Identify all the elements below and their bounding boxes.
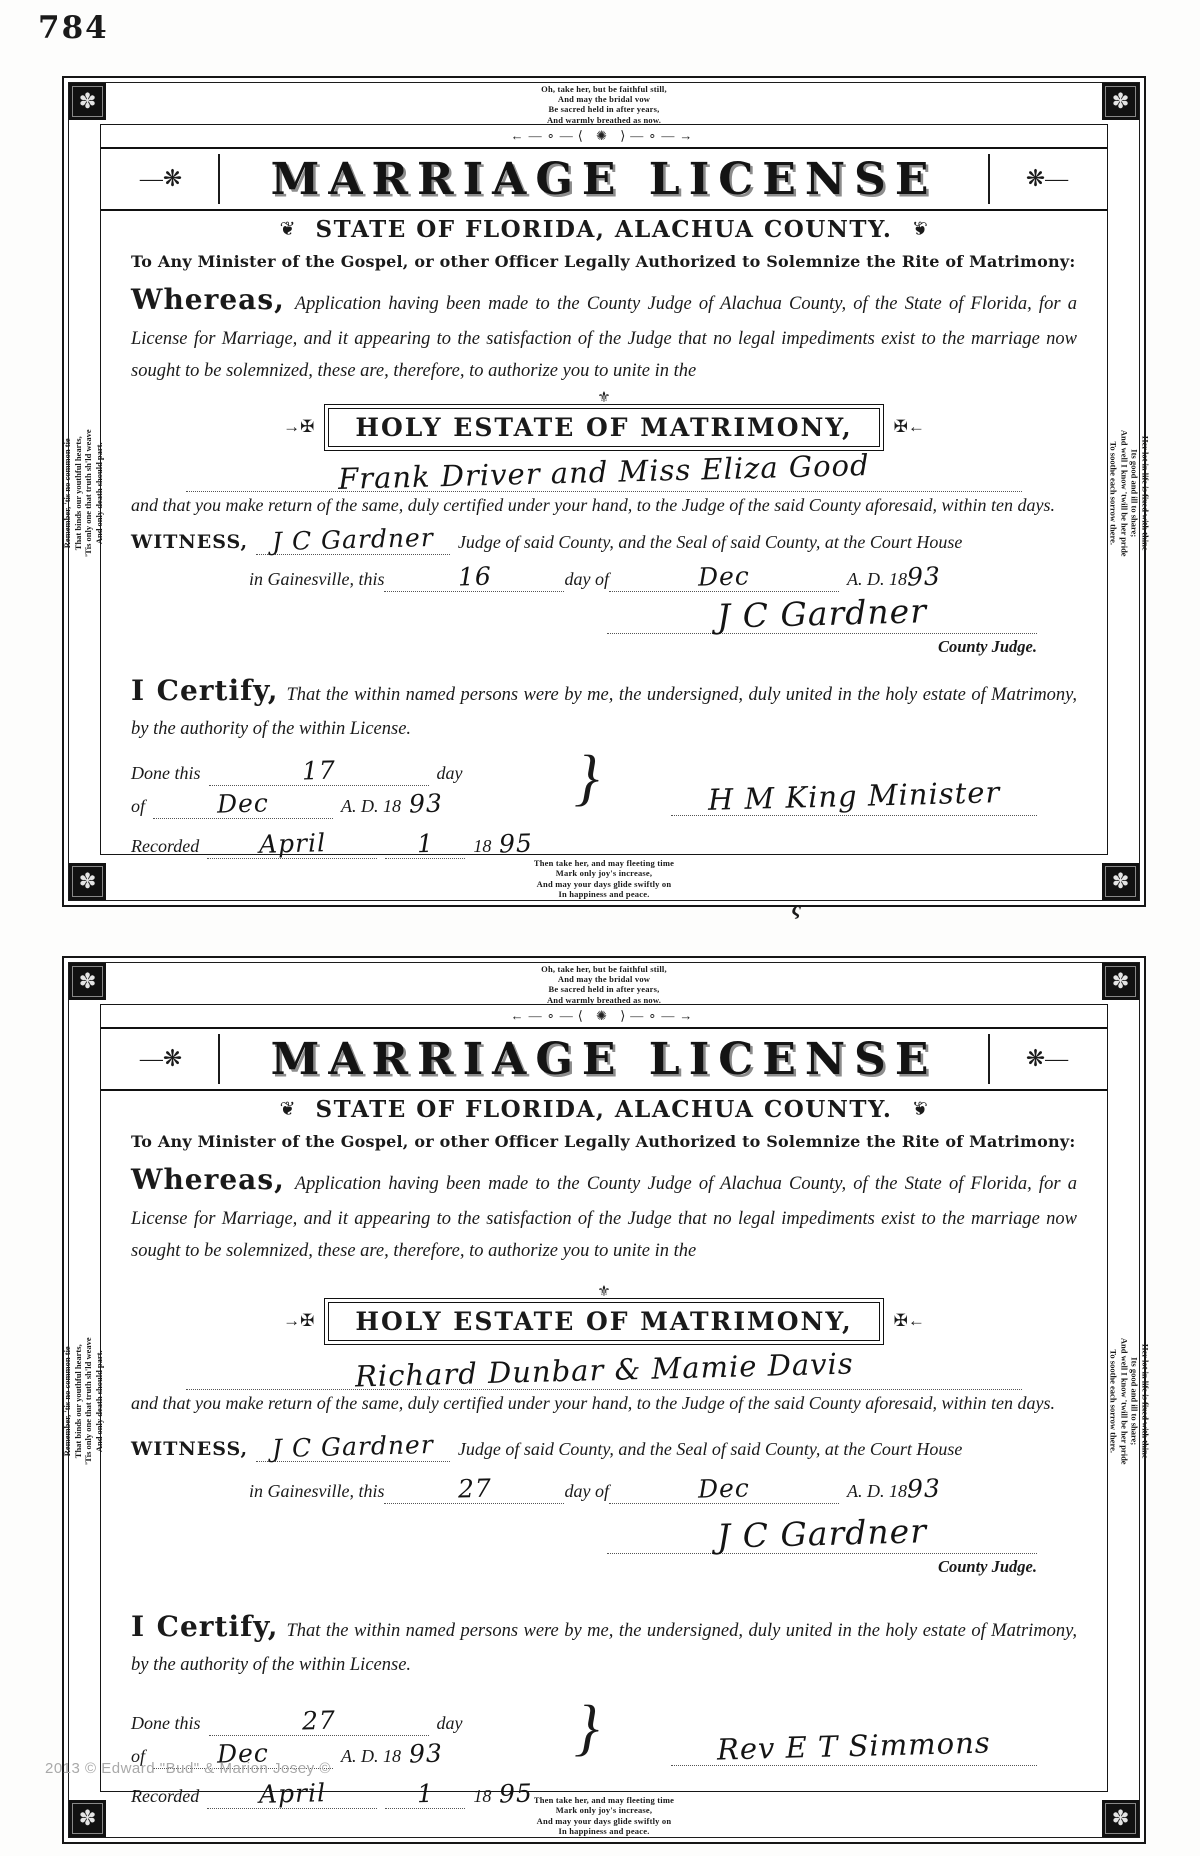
divider xyxy=(988,154,990,204)
witness-clause: Judge of said County, and the Seal of said County, at the Court House xyxy=(457,531,963,552)
brace-glyph: } xyxy=(574,743,599,812)
document-subtitle: STATE OF FLORIDA, ALACHUA COUNTY. xyxy=(315,1096,893,1123)
subtitle-row xyxy=(101,1096,1107,1123)
recorded-label: Recorded xyxy=(131,835,200,856)
verse-line: Mark only joy's increase, xyxy=(555,1805,653,1816)
witness-row xyxy=(131,522,1077,556)
county-judge-label: County Judge. xyxy=(937,1556,1037,1576)
verse-line: And may the bridal vow xyxy=(557,94,651,105)
certify-clause xyxy=(131,1603,1077,1681)
verse-line: And warmly breathed as now. xyxy=(546,114,662,125)
page-number: 784 xyxy=(38,10,109,46)
banner-right-arrow-icon: ✠← xyxy=(893,1311,925,1331)
title-right-ornament-icon: ❋― xyxy=(1025,1046,1069,1071)
officiant-block xyxy=(601,753,1077,816)
judge-signature-line xyxy=(607,591,1037,636)
county-judge-label: County Judge. xyxy=(937,636,1037,656)
divider xyxy=(218,1034,220,1084)
whereas-clause xyxy=(131,1156,1077,1268)
verse-line: In happiness and peace. xyxy=(558,1825,650,1836)
holy-estate-banner xyxy=(101,389,1107,447)
verse-line: And warmly breathed as now. xyxy=(546,994,662,1005)
witness-signature-line xyxy=(256,522,450,556)
brace-glyph: } xyxy=(574,1693,599,1762)
top-verse xyxy=(64,964,1144,1005)
day-of-label: day of xyxy=(564,1480,609,1501)
certify-clause xyxy=(131,667,1077,745)
corner-ornament-icon: ✽ xyxy=(1102,1800,1139,1837)
document-title: MARRIAGE LICENSE xyxy=(270,153,938,205)
bottom-verse xyxy=(64,858,1144,899)
certify-label: I Certify, xyxy=(131,673,279,707)
subtitle-row xyxy=(101,216,1107,243)
corner-ornament-icon: ✽ xyxy=(69,963,106,1000)
judge-signature-block xyxy=(131,1511,1077,1577)
ad-18-label: A. D. 18 xyxy=(341,1745,402,1766)
date-row xyxy=(131,1474,1077,1504)
recorded-year-handwritten: 95 xyxy=(498,1778,534,1809)
certificate xyxy=(61,956,1151,1844)
left-margin-verse xyxy=(62,343,105,643)
verse-line: Oh, take her, but be faithful still, xyxy=(541,84,667,94)
right-margin-verse xyxy=(1108,1251,1151,1551)
corner-ornament-icon: ✽ xyxy=(69,863,106,900)
recorded-month-handwritten: April xyxy=(258,1778,327,1809)
subtitle-right-flourish-icon: ❦ xyxy=(912,1099,929,1120)
right-margin-verse xyxy=(1108,343,1151,643)
blank-line xyxy=(207,829,377,859)
verse-line: That binds our youthful hearts, xyxy=(72,1344,83,1459)
certify-label: I Certify, xyxy=(131,1609,279,1643)
verse-line: Its good and ill to share; xyxy=(1129,1357,1140,1446)
officiant-signature-handwritten: Rev E T Simmons xyxy=(716,1725,992,1767)
whereas-word: Whereas, xyxy=(131,283,285,316)
corner-ornament-icon: ✽ xyxy=(69,1800,106,1837)
certificate-body xyxy=(100,124,1108,859)
witness-label: WITNESS, xyxy=(131,1437,249,1460)
salutation: To Any Minister of the Gospel, or other Officer Legally Authorized to Solemnize the Rite of Matrimony: xyxy=(131,1132,1076,1151)
blank-line xyxy=(385,829,465,859)
license-year-handwritten: 93 xyxy=(906,561,942,592)
header-flourish-icon: ←―∘―⟨ ✺ ⟩―∘―→ xyxy=(510,1008,698,1023)
certificate xyxy=(61,76,1151,907)
banner-crown-icon: ⚜ xyxy=(597,1283,611,1300)
divider xyxy=(988,1034,990,1084)
certify-body: That the within named persons were by me, the undersigned, duly united in the holy estate of Matrimony, by the authority of the within License. xyxy=(131,1620,1077,1675)
verse-line: And may your days glide swiftly on xyxy=(536,1815,672,1826)
blank-line xyxy=(609,1474,839,1504)
left-margin-verse xyxy=(62,1251,105,1551)
watermark: 2013 © Edward "Bud" & Marion Josey © xyxy=(45,1760,331,1777)
subtitle-left-flourish-icon: ❦ xyxy=(279,219,296,240)
officiant-signature-handwritten: H M King Minister xyxy=(707,775,1001,817)
judge-signature-block xyxy=(131,591,1077,657)
date-row xyxy=(131,562,1077,592)
corner-ornament-icon: ✽ xyxy=(1102,863,1139,900)
verse-line: 'Tis only one that truth sh'ld weave xyxy=(83,428,93,557)
license-day-handwritten: 27 xyxy=(457,1473,492,1504)
done-month-handwritten: Dec xyxy=(216,1738,270,1769)
officiant-signature-line xyxy=(671,775,1037,817)
blank-line xyxy=(384,1474,564,1504)
title-left-ornament-icon: ―❋ xyxy=(139,166,183,191)
witness-signature-handwritten: J C Gardner xyxy=(271,522,435,556)
done-day-row xyxy=(131,756,567,786)
verse-line: To soothe each sorrow there. xyxy=(1108,441,1119,545)
day-of-label: day of xyxy=(564,568,609,589)
verse-line: Remember, 'tis no common tie xyxy=(61,1346,72,1457)
done-dates xyxy=(131,1693,601,1809)
witness-row xyxy=(131,1429,1077,1463)
blank-line xyxy=(609,562,839,592)
recorded-month-handwritten: April xyxy=(258,828,327,859)
couple-names-line xyxy=(186,1346,1022,1394)
done-this-label: Done this xyxy=(131,1712,201,1733)
salutation: To Any Minister of the Gospel, or other Officer Legally Authorized to Solemnize the Rite of Matrimony: xyxy=(131,252,1076,271)
banner-left-arrow-icon: →✠ xyxy=(283,1311,315,1331)
banner-left-arrow-icon: →✠ xyxy=(283,417,315,437)
blank-line xyxy=(207,1779,377,1809)
title-banner xyxy=(101,1027,1107,1091)
verse-line: To soothe each sorrow there. xyxy=(1108,1349,1119,1453)
done-this-label: Done this xyxy=(131,762,201,783)
title-left-ornament-icon: ―❋ xyxy=(139,1046,183,1071)
couple-names-handwritten: Richard Dunbar & Mamie Davis xyxy=(354,1346,854,1394)
license-month-handwritten: Dec xyxy=(697,561,751,592)
witness-signature-line xyxy=(256,1429,450,1463)
title-right-ornament-icon: ❋― xyxy=(1025,166,1069,191)
verse-line: And only death should part. xyxy=(93,1350,104,1453)
judge-signature-handwritten: J C Gardner xyxy=(716,1511,928,1556)
holy-estate-text: HOLY ESTATE OF MATRIMONY, xyxy=(328,1302,879,1341)
recorded-row xyxy=(131,829,567,859)
witness-label: WITNESS, xyxy=(131,530,249,553)
blank-line xyxy=(153,789,333,819)
document-title: MARRIAGE LICENSE xyxy=(270,1033,938,1085)
verse-line: Then take her, and may fleeting time xyxy=(533,1795,675,1806)
recorded-day-handwritten: 1 xyxy=(416,1778,435,1809)
witness-clause: Judge of said County, and the Seal of said County, at the Court House xyxy=(457,1438,963,1459)
judge-signature-line xyxy=(607,1511,1037,1556)
couple-names-handwritten: Frank Driver and Miss Eliza Good xyxy=(337,447,871,496)
recorded-day-handwritten: 1 xyxy=(416,828,435,859)
verse-line: 'Tis only one that truth sh'ld weave xyxy=(83,1337,93,1466)
license-year-handwritten: 93 xyxy=(906,1473,942,1504)
verse-line: Remember, 'tis no common tie xyxy=(61,437,72,548)
recorded-row xyxy=(131,1779,567,1809)
officiant-signature-line xyxy=(671,1725,1037,1767)
done-dates xyxy=(131,743,601,859)
ink-blot-mark: ς xyxy=(789,897,804,921)
divider xyxy=(218,154,220,204)
officiant-block xyxy=(601,1703,1077,1766)
banner-right-arrow-icon: ✠← xyxy=(893,417,925,437)
completion-block xyxy=(131,1693,1077,1809)
license-day-handwritten: 16 xyxy=(457,561,492,592)
return-clause: and that you make return of the same, duly certified under your hand, to the Judge of the said County aforesaid, within ten days. xyxy=(131,494,1056,515)
license-month-handwritten: Dec xyxy=(697,1473,751,1504)
corner-ornament-icon: ✽ xyxy=(1102,83,1139,120)
verse-line: Its good and ill to share; xyxy=(1129,448,1140,537)
subtitle-right-flourish-icon: ❦ xyxy=(912,219,929,240)
verse-line: Her lot in life is fixed with thine xyxy=(1140,435,1151,551)
whereas-body: Application having been made to the County Judge of Alachua County, of the State of Florida, for a License for Marriage, and it appearing to the satisfaction of the Judge that no legal impediments exist to the marriage now sought to be solemnized, these are, therefore, to authorize you to unite in the xyxy=(131,294,1077,381)
banner-crown-icon: ⚜ xyxy=(597,389,611,406)
day-label: day xyxy=(436,762,463,783)
whereas-clause xyxy=(131,276,1077,388)
corner-ornament-icon: ✽ xyxy=(69,83,106,120)
day-label: day xyxy=(436,1712,463,1733)
holy-estate-text: HOLY ESTATE OF MATRIMONY, xyxy=(328,408,879,447)
top-verse xyxy=(64,84,1144,125)
verse-line: Her lot in life is fixed with thine xyxy=(1140,1343,1151,1459)
verse-line: And well I know 'twill be her pride xyxy=(1119,429,1129,557)
blank-line xyxy=(384,562,564,592)
document-subtitle: STATE OF FLORIDA, ALACHUA COUNTY. xyxy=(315,216,893,243)
done-day-handwritten: 27 xyxy=(301,1705,336,1736)
verse-line: And only death should part. xyxy=(93,441,104,544)
verse-line: And may your days glide swiftly on xyxy=(536,878,672,889)
verse-line: Mark only joy's increase, xyxy=(555,868,653,879)
blank-line xyxy=(209,1706,429,1736)
ad-18-label: A. D. 18 xyxy=(846,1480,907,1501)
verse-line: That binds our youthful hearts, xyxy=(72,435,83,550)
in-gainesville-label: in Gainesville, this xyxy=(249,1480,385,1501)
recorded-label: Recorded xyxy=(131,1785,200,1806)
in-gainesville-label: in Gainesville, this xyxy=(249,568,385,589)
title-banner xyxy=(101,147,1107,211)
certify-body: That the within named persons were by me, the undersigned, duly united in the holy estate of Matrimony, by the authority of the within License. xyxy=(131,684,1077,739)
of-label: of xyxy=(131,1745,146,1766)
done-day-row xyxy=(131,1706,567,1736)
header-flourish-icon: ←―∘―⟨ ✺ ⟩―∘―→ xyxy=(510,128,698,143)
completion-block xyxy=(131,743,1077,859)
done-year-handwritten: 93 xyxy=(408,1738,444,1769)
done-day-handwritten: 17 xyxy=(301,755,336,786)
ad-18-label: A. D. 18 xyxy=(846,568,907,589)
verse-line: Then take her, and may fleeting time xyxy=(533,858,675,869)
return-clause: and that you make return of the same, duly certified under your hand, to the Judge of the said County aforesaid, within ten days. xyxy=(131,1392,1056,1413)
18-label: 18 xyxy=(473,835,492,856)
couple-names-line xyxy=(186,447,1022,496)
subtitle-left-flourish-icon: ❦ xyxy=(279,1099,296,1120)
of-label: of xyxy=(131,795,146,816)
witness-signature-handwritten: J C Gardner xyxy=(271,1429,435,1463)
blank-line xyxy=(209,756,429,786)
recorded-year-handwritten: 95 xyxy=(498,828,534,859)
verse-line: Be sacred held in after years, xyxy=(548,104,660,115)
verse-line: And well I know 'twill be her pride xyxy=(1119,1337,1129,1465)
whereas-word: Whereas, xyxy=(131,1163,285,1196)
holy-estate-banner xyxy=(101,1283,1107,1341)
verse-line: Be sacred held in after years, xyxy=(548,984,660,995)
done-month-handwritten: Dec xyxy=(216,788,270,819)
corner-ornament-icon: ✽ xyxy=(1102,963,1139,1000)
done-month-row xyxy=(131,789,567,819)
done-year-handwritten: 93 xyxy=(408,788,444,819)
verse-line: Oh, take her, but be faithful still, xyxy=(541,964,667,974)
18-label: 18 xyxy=(473,1785,492,1806)
ad-18-label: A. D. 18 xyxy=(341,795,402,816)
judge-signature-handwritten: J C Gardner xyxy=(716,591,928,636)
verse-line: In happiness and peace. xyxy=(558,888,650,899)
blank-line xyxy=(385,1779,465,1809)
whereas-body: Application having been made to the County Judge of Alachua County, of the State of Florida, for a License for Marriage, and it appearing to the satisfaction of the Judge that no legal impediments exist to the marriage now sought to be solemnized, these are, therefore, to authorize you to unite in the xyxy=(131,1174,1077,1261)
verse-line: And may the bridal vow xyxy=(557,974,651,985)
